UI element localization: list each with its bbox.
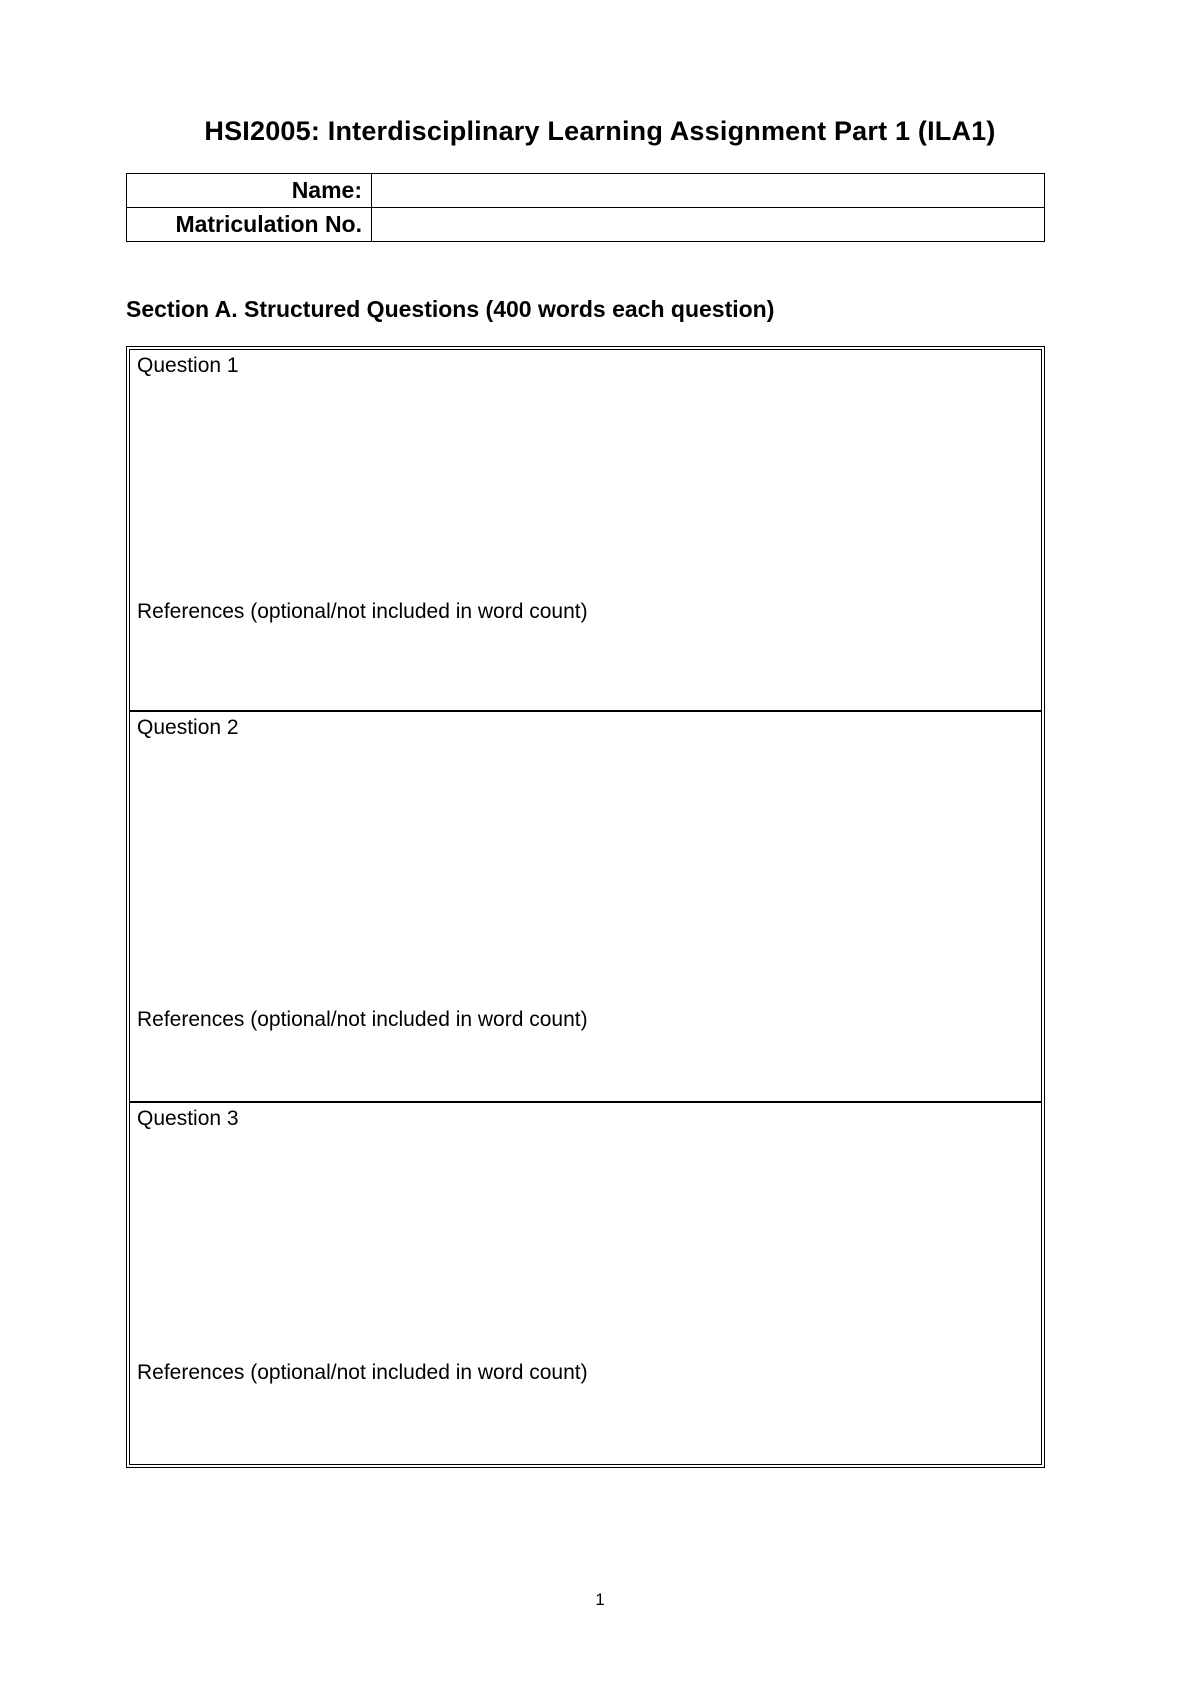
question-block[interactable] [130,712,1041,1103]
name-field[interactable] [372,174,1045,208]
matriculation-label: Matriculation No. [127,208,372,242]
matriculation-row [127,208,1045,242]
document-title: HSI2005: Interdisciplinary Learning Assignment Part 1 (ILA1) [204,116,996,146]
student-info-table [126,173,1045,242]
references-label: References (optional/not included in word count) [137,600,588,623]
references-label: References (optional/not included in word count) [137,1008,588,1031]
question-block[interactable] [130,1103,1041,1465]
references-label: References (optional/not included in word count) [137,1361,588,1384]
section-heading: Section A. Structured Questions (400 words each question) [126,296,775,322]
question-label: Question 1 [137,354,239,377]
matriculation-field[interactable] [372,208,1045,242]
question-label: Question 3 [137,1107,239,1130]
questions-table [126,346,1045,1468]
name-row [127,174,1045,208]
question-label: Question 2 [137,716,239,739]
question-block[interactable] [130,350,1041,712]
name-label: Name: [127,174,372,208]
page-number: 1 [595,1590,605,1609]
